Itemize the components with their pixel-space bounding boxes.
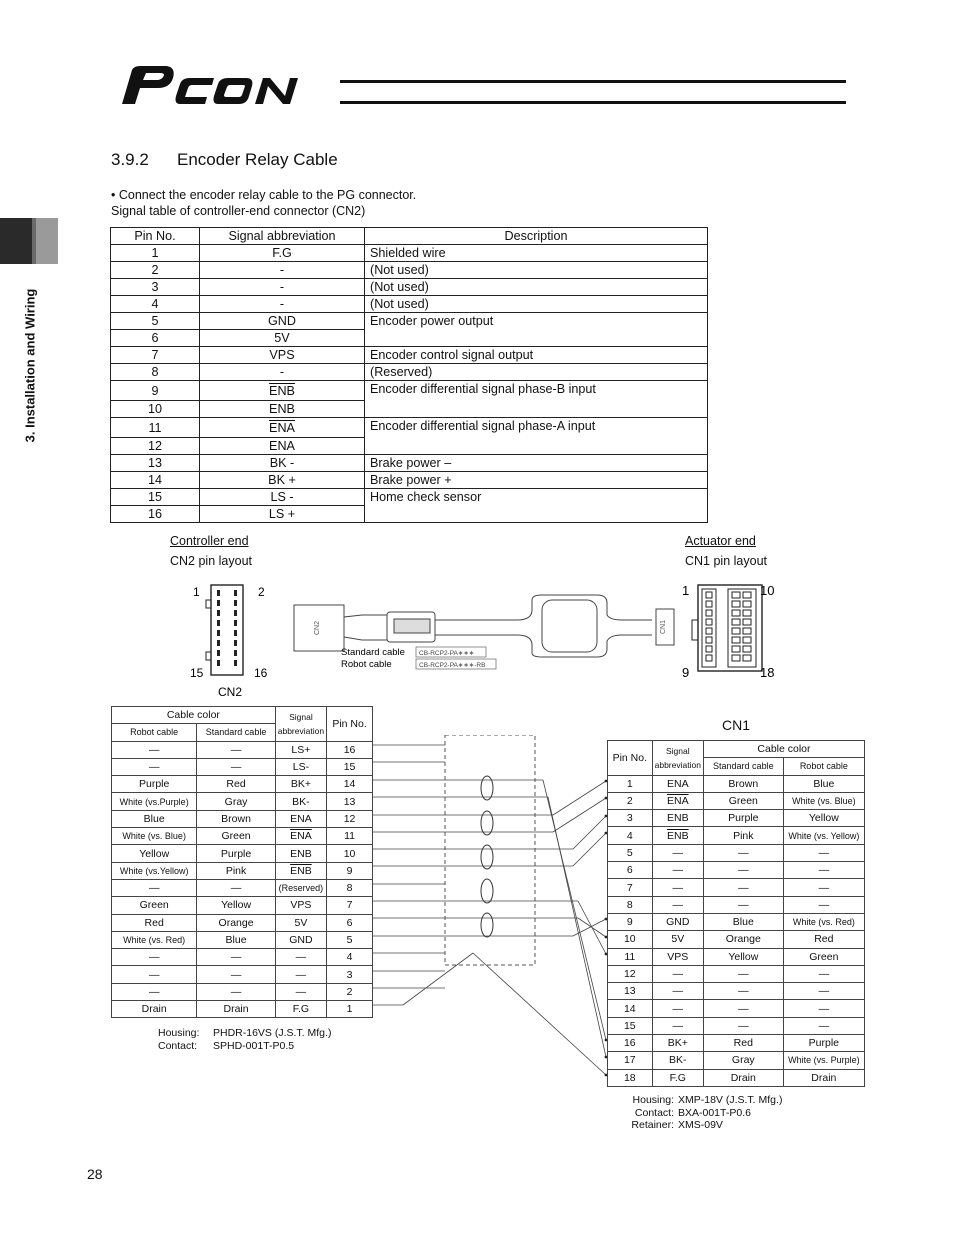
cn2-housing-value: PHDR-16VS (J.S.T. Mfg.) xyxy=(213,1027,332,1039)
description-cell: Brake power – xyxy=(365,455,708,472)
table-row xyxy=(111,279,708,296)
table-row xyxy=(608,1000,865,1017)
standard-cable-cell: Orange xyxy=(197,914,275,931)
cn1-table-title: CN1 xyxy=(722,717,751,733)
cn1-housing-value: XMP-18V (J.S.T. Mfg.) xyxy=(678,1094,783,1106)
table-row xyxy=(608,1052,865,1069)
standard-cable-cell: — xyxy=(197,879,275,896)
standard-cable-cell: Brown xyxy=(703,775,783,792)
cn2-connector-drawing xyxy=(186,580,276,702)
signal-cell: BK + xyxy=(200,472,365,489)
signal-table-header xyxy=(111,228,708,245)
signal-cell: VPS xyxy=(275,897,326,914)
signal-cell: F.G xyxy=(200,245,365,262)
pin-cell: 11 xyxy=(327,828,373,845)
table-row xyxy=(111,262,708,279)
pin-cell: 5 xyxy=(327,931,373,948)
standard-cable-cell: — xyxy=(197,966,275,983)
standard-cable-cell: Purple xyxy=(197,845,275,862)
standard-cable-cell: Gray xyxy=(197,793,275,810)
standard-cable-cell: Blue xyxy=(703,913,783,930)
cn2-contact-value: SPHD-001T-P0.5 xyxy=(213,1039,295,1052)
table-row xyxy=(111,364,708,381)
robot-cable-cell: Red xyxy=(783,931,864,948)
table-row xyxy=(112,949,373,966)
signal-cell: — xyxy=(652,1000,703,1017)
signal-cell: ENA xyxy=(652,775,703,792)
cn2-header-row xyxy=(112,707,373,724)
signal-cell: VPS xyxy=(200,347,365,364)
table-row xyxy=(112,793,373,810)
signal-cell: 5V xyxy=(652,931,703,948)
robot-cable-cell: Purple xyxy=(783,1035,864,1052)
robot-cable-cell: Green xyxy=(783,948,864,965)
actuator-end-label: Actuator end xyxy=(685,534,756,548)
pin-cell: 14 xyxy=(327,776,373,793)
standard-cable-cell: Yellow xyxy=(703,948,783,965)
table-row xyxy=(112,983,373,1000)
pin-cell: 14 xyxy=(608,1000,653,1017)
description-cell: Encoder differential signal phase-A input xyxy=(365,418,708,455)
standard-cable-cell: — xyxy=(197,741,275,758)
table-row xyxy=(608,896,865,913)
standard-cable-cell: — xyxy=(703,844,783,861)
pin-cell: 7 xyxy=(327,897,373,914)
pin-cell: 15 xyxy=(111,489,200,506)
signal-cell: ENA xyxy=(652,792,703,809)
standard-cable-cell: Gray xyxy=(703,1052,783,1069)
standard-cable-header: Standard cable xyxy=(703,758,783,775)
robot-cable-cell: — xyxy=(112,966,197,983)
robot-cable-cell: White (vs. Purple) xyxy=(783,1052,864,1069)
cn2-layout-label: CN2 pin layout xyxy=(170,554,252,568)
signal-cell: — xyxy=(652,965,703,982)
pin-cell: 8 xyxy=(327,879,373,896)
table-row xyxy=(608,1035,865,1052)
robot-cable-cell: — xyxy=(783,965,864,982)
robot-cable-cell: — xyxy=(112,741,197,758)
pin-cell: 15 xyxy=(327,758,373,775)
pin-cell: 4 xyxy=(608,827,653,844)
pin-cell: 1 xyxy=(111,245,200,262)
cn2-pin-15-label: 15 xyxy=(190,666,204,680)
signal-ena-bar: ENA xyxy=(269,420,295,435)
table-row xyxy=(111,313,708,330)
table-row xyxy=(608,879,865,896)
signal-cell: BK- xyxy=(652,1052,703,1069)
pcon-logo-mark xyxy=(118,60,340,110)
description-cell: (Not used) xyxy=(365,296,708,313)
pin-cell: 6 xyxy=(111,330,200,347)
robot-cable-cell: — xyxy=(783,1000,864,1017)
cn2-contact-label: Contact: xyxy=(158,1039,198,1052)
table-row xyxy=(608,775,865,792)
cable-color-header: Cable color xyxy=(112,707,276,724)
table-row xyxy=(112,810,373,827)
pin-no-header: Pin No. xyxy=(327,707,373,742)
signal-cell: 5V xyxy=(200,330,365,347)
robot-cable-cell: Blue xyxy=(112,810,197,827)
pin-cell: 13 xyxy=(111,455,200,472)
robot-cable-cell: — xyxy=(783,862,864,879)
pin-cell: 11 xyxy=(608,948,653,965)
logo-text: PCON xyxy=(118,60,121,61)
signal-cell: 5V xyxy=(275,914,326,931)
robot-cable-cell: Blue xyxy=(783,775,864,792)
pin-cell: 12 xyxy=(111,438,200,455)
standard-cable-cell: Drain xyxy=(197,1001,275,1018)
signal-cell: — xyxy=(275,966,326,983)
pin-cell: 14 xyxy=(111,472,200,489)
standard-cable-cell: Green xyxy=(703,792,783,809)
standard-cable-cell: Pink xyxy=(703,827,783,844)
signal-cell: ENB xyxy=(652,827,703,844)
section-number: 3.9.2 xyxy=(111,150,149,169)
standard-cable-label: Standard cable xyxy=(341,647,405,658)
signal-cell: ENB xyxy=(275,862,326,879)
section-heading xyxy=(111,150,338,170)
table-row xyxy=(112,879,373,896)
signal-cell: F.G xyxy=(275,1001,326,1018)
standard-model-label: CB-RCP2-PA∗∗∗ xyxy=(419,650,475,657)
signal-cell: — xyxy=(652,896,703,913)
cn1-pin-1-label: 1 xyxy=(682,583,690,598)
robot-cable-cell: Red xyxy=(112,914,197,931)
pin-cell: 6 xyxy=(327,914,373,931)
pin-cell: 9 xyxy=(327,862,373,879)
standard-cable-cell: — xyxy=(703,965,783,982)
cn2-pin-1-label: 1 xyxy=(193,585,200,599)
signal-cell: LS+ xyxy=(275,741,326,758)
robot-cable-cell: White (vs.Purple) xyxy=(112,793,197,810)
table-row xyxy=(608,810,865,827)
description-cell: Brake power + xyxy=(365,472,708,489)
table-row xyxy=(112,897,373,914)
table-caption: Signal table of controller-end connector (CN2) xyxy=(111,204,366,218)
table-row xyxy=(608,931,865,948)
cn1-pin-10-label: 10 xyxy=(760,583,775,598)
cn1-layout-label: CN1 pin layout xyxy=(685,554,767,568)
standard-cable-cell: — xyxy=(703,983,783,1000)
table-row xyxy=(112,776,373,793)
description-cell: (Not used) xyxy=(365,279,708,296)
pin-cell: 16 xyxy=(327,741,373,758)
signal-cell: VPS xyxy=(652,948,703,965)
standard-cable-cell: Orange xyxy=(703,931,783,948)
header-description: Description xyxy=(365,228,708,245)
standard-cable-cell: Brown xyxy=(197,810,275,827)
description-cell: Encoder control signal output xyxy=(365,347,708,364)
pin-cell: 10 xyxy=(608,931,653,948)
pin-cell: 15 xyxy=(608,1017,653,1034)
signal-cell: - xyxy=(200,279,365,296)
table-row xyxy=(608,844,865,861)
signal-cell: ENA xyxy=(200,438,365,455)
signal-cell: LS - xyxy=(200,489,365,506)
pin-cell: 2 xyxy=(327,983,373,1000)
table-row xyxy=(608,983,865,1000)
signal-cell: BK- xyxy=(275,793,326,810)
signal-cell: — xyxy=(652,1017,703,1034)
pin-cell: 1 xyxy=(608,775,653,792)
signal-cell: ENA xyxy=(275,810,326,827)
pin-cell: 3 xyxy=(608,810,653,827)
robot-cable-cell: Purple xyxy=(112,776,197,793)
cable-cn2-tag: CN2 xyxy=(314,620,321,636)
cn1-pin-9-label: 9 xyxy=(682,665,690,680)
robot-cable-cell: — xyxy=(112,949,197,966)
pin-cell: 3 xyxy=(111,279,200,296)
standard-cable-cell: Green xyxy=(197,828,275,845)
signal-cell: LS + xyxy=(200,506,365,523)
standard-cable-cell: Red xyxy=(197,776,275,793)
chapter-tab xyxy=(0,218,58,264)
description-cell: Encoder differential signal phase-B input xyxy=(365,381,708,418)
robot-cable-cell: White (vs. Red) xyxy=(112,931,197,948)
pin-cell: 10 xyxy=(327,845,373,862)
table-row xyxy=(112,931,373,948)
table-row xyxy=(111,381,708,401)
robot-cable-cell: — xyxy=(783,983,864,1000)
robot-cable-cell: Green xyxy=(112,897,197,914)
controller-end-label: Controller end xyxy=(170,534,249,548)
robot-cable-cell: — xyxy=(112,879,197,896)
header-rule-bottom xyxy=(340,101,846,104)
cn1-housing-note xyxy=(619,1094,782,1132)
pin-cell: 2 xyxy=(111,262,200,279)
pin-cell: 12 xyxy=(608,965,653,982)
table-row xyxy=(608,1017,865,1034)
robot-cable-cell: White (vs. Yellow) xyxy=(783,827,864,844)
standard-cable-cell: Red xyxy=(703,1035,783,1052)
table-row xyxy=(112,845,373,862)
signal-cell: — xyxy=(652,879,703,896)
pin-cell: 11 xyxy=(111,418,200,438)
description-cell: (Reserved) xyxy=(365,364,708,381)
table-row xyxy=(112,758,373,775)
cn2-housing-label: Housing: xyxy=(158,1027,200,1039)
pin-cell: 7 xyxy=(608,879,653,896)
standard-cable-cell: Blue xyxy=(197,931,275,948)
signal-cell: - xyxy=(200,262,365,279)
pin-cell: 8 xyxy=(111,364,200,381)
cn2-housing-note xyxy=(158,1027,331,1052)
pin-cell: 6 xyxy=(608,862,653,879)
page-number: 28 xyxy=(87,1166,103,1182)
pin-cell: 4 xyxy=(111,296,200,313)
table-row xyxy=(608,965,865,982)
robot-cable-cell: — xyxy=(112,758,197,775)
description-cell: (Not used) xyxy=(365,262,708,279)
signal-cell: GND xyxy=(275,931,326,948)
table-row xyxy=(112,828,373,845)
pin-cell: 7 xyxy=(111,347,200,364)
pin-no-header: Pin No. xyxy=(608,741,653,776)
cn1-contact-label: Contact: xyxy=(634,1106,674,1119)
cable-drawing xyxy=(292,585,692,675)
signal-cell: - xyxy=(200,364,365,381)
table-row xyxy=(111,455,708,472)
standard-cable-cell: Drain xyxy=(703,1069,783,1086)
standard-cable-header: Standard cable xyxy=(197,724,275,741)
standard-cable-cell: Pink xyxy=(197,862,275,879)
intro-bullet: • Connect the encoder relay cable to the PG connector. xyxy=(111,188,417,202)
signal-table xyxy=(110,227,708,523)
pcon-logo xyxy=(118,60,340,110)
cn2-pin-2-label: 2 xyxy=(258,585,265,599)
robot-cable-cell: White (vs.Yellow) xyxy=(112,862,197,879)
pin-cell: 17 xyxy=(608,1052,653,1069)
signal-cell: — xyxy=(652,844,703,861)
signal-cell: — xyxy=(652,983,703,1000)
pin-cell: 9 xyxy=(608,913,653,930)
cn1-wiring-body xyxy=(608,775,865,1086)
description-cell: Home check sensor xyxy=(365,489,708,523)
robot-cable-cell: — xyxy=(783,879,864,896)
table-row xyxy=(608,827,865,844)
wiring-lines xyxy=(373,735,608,1085)
signal-cell: ENB xyxy=(200,401,365,418)
pin-cell: 4 xyxy=(327,949,373,966)
table-row xyxy=(608,1069,865,1086)
cn1-wiring-table xyxy=(607,740,865,1087)
signal-cell xyxy=(200,418,365,438)
signal-cell: ENA xyxy=(275,828,326,845)
signal-cell: GND xyxy=(200,313,365,330)
standard-cable-cell: — xyxy=(703,862,783,879)
signal-cell: ENB xyxy=(275,845,326,862)
robot-cable-cell: — xyxy=(783,1017,864,1034)
header-rule-top xyxy=(340,80,846,83)
robot-cable-cell: Yellow xyxy=(112,845,197,862)
cn2-pin-16-label: 16 xyxy=(254,666,268,680)
signal-cell: — xyxy=(275,983,326,1000)
standard-cable-cell: Purple xyxy=(703,810,783,827)
cn1-housing-label: Housing: xyxy=(632,1094,674,1106)
table-row xyxy=(608,792,865,809)
pin-cell: 1 xyxy=(327,1001,373,1018)
table-row xyxy=(111,418,708,438)
header-pin: Pin No. xyxy=(111,228,200,245)
description-cell: Shielded wire xyxy=(365,245,708,262)
cn1-pin-18-label: 18 xyxy=(760,665,775,680)
signal-cell: ENB xyxy=(652,810,703,827)
signal-abbr-header: Signal abbreviation xyxy=(652,741,703,776)
table-row xyxy=(111,296,708,313)
robot-cable-header: Robot cable xyxy=(112,724,197,741)
pin-cell: 13 xyxy=(327,793,373,810)
standard-cable-cell: — xyxy=(703,1000,783,1017)
standard-cable-cell: — xyxy=(197,949,275,966)
signal-cell: GND xyxy=(652,913,703,930)
pin-cell: 16 xyxy=(111,506,200,523)
table-row xyxy=(111,472,708,489)
table-row xyxy=(112,741,373,758)
pin-cell: 18 xyxy=(608,1069,653,1086)
standard-cable-cell: — xyxy=(197,983,275,1000)
signal-cell: LS- xyxy=(275,758,326,775)
table-row xyxy=(112,966,373,983)
table-row xyxy=(608,913,865,930)
robot-cable-header: Robot cable xyxy=(783,758,864,775)
table-row xyxy=(111,347,708,364)
cn1-retainer-value: XMS-09V xyxy=(678,1119,723,1131)
pin-cell: 2 xyxy=(608,792,653,809)
standard-cable-cell: — xyxy=(703,1017,783,1034)
pin-cell: 13 xyxy=(608,983,653,1000)
robot-cable-cell: Drain xyxy=(783,1069,864,1086)
cn1-header-row xyxy=(608,741,865,758)
pin-cell: 8 xyxy=(608,896,653,913)
signal-cell: BK+ xyxy=(652,1035,703,1052)
standard-cable-cell: Yellow xyxy=(197,897,275,914)
robot-cable-cell: Drain xyxy=(112,1001,197,1018)
pin-cell: 5 xyxy=(111,313,200,330)
signal-abbr-header: Signal abbreviation xyxy=(275,707,326,742)
table-row xyxy=(112,914,373,931)
chapter-label: 3. Installation and Wiring xyxy=(22,288,38,443)
header-signal: Signal abbreviation xyxy=(200,228,365,245)
robot-model-label: CB-RCP2-PA∗∗∗-RB xyxy=(419,662,486,669)
table-row xyxy=(608,948,865,965)
standard-cable-cell: — xyxy=(703,896,783,913)
robot-cable-cell: — xyxy=(112,983,197,1000)
cn1-contact-value: BXA-001T-P0.6 xyxy=(678,1106,751,1119)
robot-cable-cell: Yellow xyxy=(783,810,864,827)
pin-cell: 9 xyxy=(111,381,200,401)
robot-cable-cell: White (vs. Blue) xyxy=(112,828,197,845)
pin-cell: 16 xyxy=(608,1035,653,1052)
signal-cell: BK+ xyxy=(275,776,326,793)
table-row xyxy=(608,862,865,879)
standard-cable-cell: — xyxy=(703,879,783,896)
standard-cable-cell: — xyxy=(197,758,275,775)
cn1-connector-drawing xyxy=(678,580,788,684)
section-title: Encoder Relay Cable xyxy=(177,150,338,169)
robot-cable-cell: White (vs. Blue) xyxy=(783,792,864,809)
signal-enb-bar: ENB xyxy=(269,383,295,398)
robot-cable-label: Robot cable xyxy=(341,659,392,670)
table-row xyxy=(112,1001,373,1018)
table-row xyxy=(112,862,373,879)
pin-cell: 3 xyxy=(327,966,373,983)
robot-cable-cell: — xyxy=(783,896,864,913)
pin-cell: 12 xyxy=(327,810,373,827)
table-row xyxy=(111,245,708,262)
cable-color-header: Cable color xyxy=(703,741,864,758)
cn2-wiring-body xyxy=(112,741,373,1018)
cn2-wiring-table xyxy=(111,706,373,1018)
description-cell: Encoder power output xyxy=(365,313,708,347)
table-row xyxy=(111,489,708,506)
signal-cell: - xyxy=(200,296,365,313)
signal-cell: — xyxy=(652,862,703,879)
cn1-retainer-label: Retainer: xyxy=(631,1119,674,1131)
robot-cable-cell: — xyxy=(783,844,864,861)
signal-cell xyxy=(200,381,365,401)
signal-cell: F.G xyxy=(652,1069,703,1086)
pin-cell: 10 xyxy=(111,401,200,418)
signal-cell: BK - xyxy=(200,455,365,472)
signal-cell: — xyxy=(275,949,326,966)
cn2-label: CN2 xyxy=(217,685,243,699)
pin-cell: 5 xyxy=(608,844,653,861)
signal-cell: (Reserved) xyxy=(275,879,326,896)
cable-cn1-tag: CN1 xyxy=(660,619,667,635)
robot-cable-cell: White (vs. Red) xyxy=(783,913,864,930)
